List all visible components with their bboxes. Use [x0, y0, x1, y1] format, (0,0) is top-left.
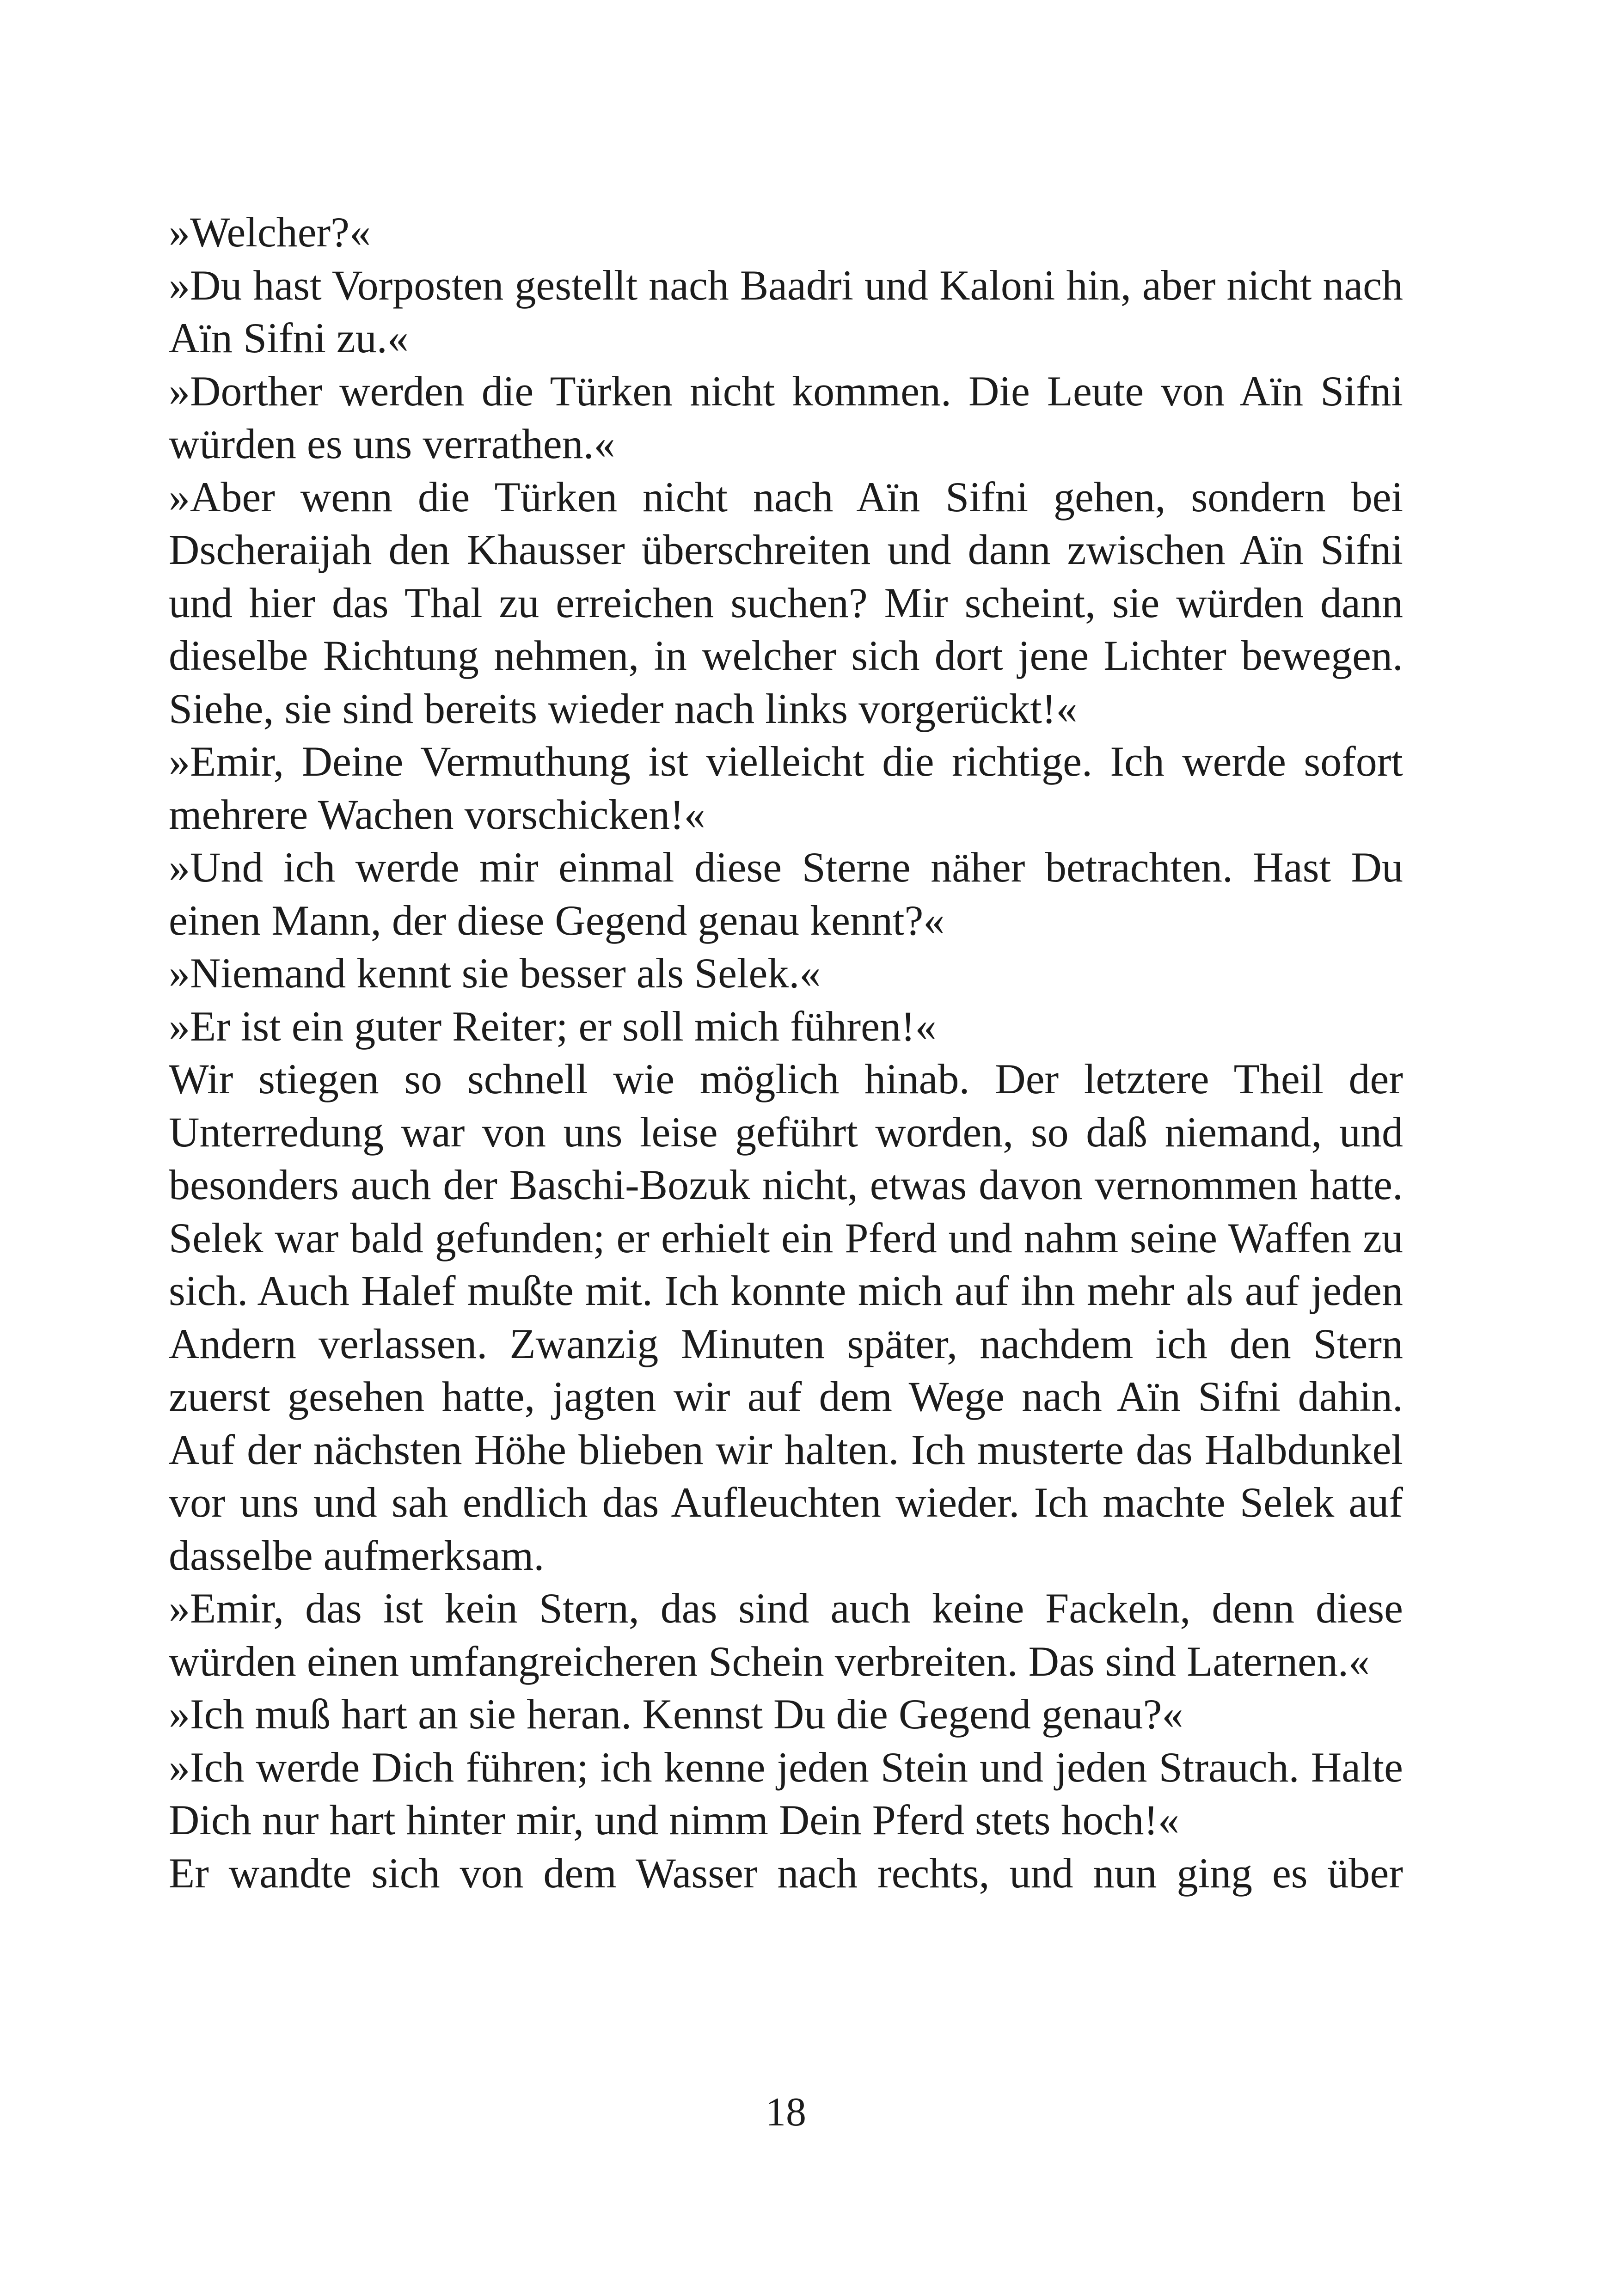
page-number: 18: [766, 2090, 806, 2135]
paragraph: »Ich muß hart an sie heran. Kennst Du die Gegend genau?«: [169, 1690, 1183, 1738]
paragraph-last-line: Er wandte sich von dem Wasser nach rechts, und nun ging es über: [169, 1849, 1403, 1897]
body-text: [169, 206, 1403, 1899]
paragraph: »Dorther werden die Türken nicht kommen. Die Leute von Aïn Sifni würden es uns verrathen.«: [169, 367, 1403, 467]
paragraph: Wir stiegen so schnell wie möglich hinab. Der letztere Theil der Unterredung war von uns leise geführt worden, so daß niemand, und besonders auch der Baschi-Bozuk nicht, etwas davon vernommen hatte. Selek war bald gefunden; er erhielt ein Pferd und nahm seine Waffen zu sich. Auch Halef mußte mit. Ich konnte mich auf ihn mehr als auf jeden Andern verlassen. Zwanzig Minuten später, nachdem ich den Stern zuerst gesehen hatte, jagten wir auf dem Wege nach Aïn Sifni dahin. Auf der nächsten Höhe blieben wir halten. Ich musterte das Halbdunkel vor uns und sah endlich das Aufleuchten wieder. Ich machte Selek auf dasselbe aufmerksam.: [169, 1055, 1403, 1579]
paragraph: »Und ich werde mir einmal diese Sterne näher betrachten. Hast Du einen Mann, der diese Gegend genau kennt?«: [169, 844, 1403, 944]
paragraph: »Du hast Vorposten gestellt nach Baadri und Kaloni hin, aber nicht nach Aïn Sifni zu.«: [169, 261, 1403, 361]
paragraph: »Emir, das ist kein Stern, das sind auch keine Fackeln, denn diese würden einen umfangreicheren Schein verbreiten. Das sind Laternen.«: [169, 1585, 1403, 1685]
paragraph: »Aber wenn die Türken nicht nach Aïn Sifni gehen, sondern bei Dscheraijah den Khausser überschreiten und dann zwischen Aïn Sifni und hier das Thal zu erreichen suchen? Mir scheint, sie würden dann dieselbe Richtung nehmen, in welcher sich dort jene Lichter bewegen. Siehe, sie sind bereits wieder nach links vorgerückt!«: [169, 473, 1403, 732]
paragraph: »Ich werde Dich führen; ich kenne jeden Stein und jeden Strauch. Halte Dich nur hart hinter mir, und nimm Dein Pferd stets hoch!«: [169, 1743, 1403, 1843]
paragraph: »Niemand kennt sie besser als Selek.«: [169, 949, 821, 997]
paragraph: »Emir, Deine Vermuthung ist vielleicht die richtige. Ich werde sofort mehrere Wachen vorschicken!«: [169, 738, 1403, 838]
paragraph: »Er ist ein guter Reiter; er soll mich führen!«: [169, 1002, 937, 1050]
paragraph: »Welcher?«: [169, 208, 371, 256]
